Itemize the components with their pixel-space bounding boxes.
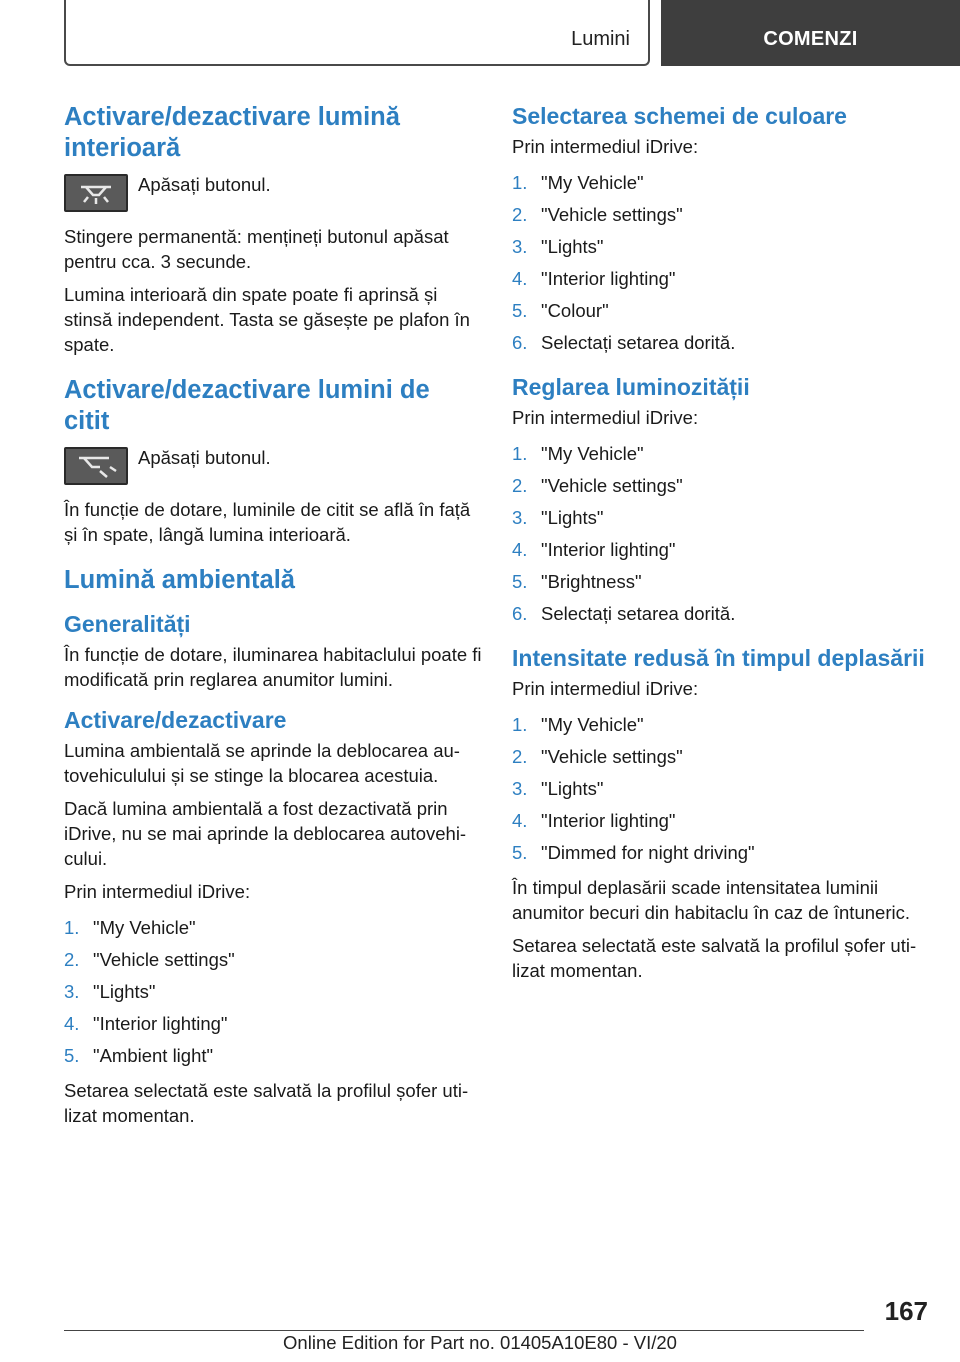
list-item: 6. Selectați setarea dorită. (512, 603, 736, 624)
list-item: 5. "Dimmed for night driving" (512, 842, 755, 863)
paragraph: Prin intermediul iDrive: (64, 881, 251, 902)
paragraph: Lumina interioară din spate poate fi aprinsă și stinsă independent. Tasta se găsește pe plafon în spate. (64, 284, 470, 355)
paragraph: Setarea selectată este salvată la profilul șofer uti-lizat momentan. (512, 935, 917, 981)
paragraph: În funcție de dotare, luminile de citit se află în față și în spate, lângă lumina interioară. (64, 499, 471, 545)
list-item: 4. "Interior lighting" (512, 539, 676, 560)
list-item: 5. "Colour" (512, 300, 609, 321)
brightness-steps-list (512, 438, 932, 630)
paragraph: Prin intermediul iDrive: (512, 678, 699, 699)
list-item: 3. "Lights" (512, 236, 604, 257)
list-item: 1. "My Vehicle" (64, 917, 196, 938)
right-column (512, 102, 932, 991)
header-section-title: Lumini (571, 28, 630, 50)
left-column (64, 102, 482, 1136)
list-item: 1. "My Vehicle" (512, 172, 644, 193)
paragraph: Prin intermediul iDrive: (512, 136, 699, 157)
heading-brightness: Reglarea luminozității (512, 374, 750, 400)
heading-ambient-light: Lumină ambientală (64, 566, 295, 594)
list-item: 4. "Interior lighting" (512, 268, 676, 289)
list-item: 1. "My Vehicle" (512, 714, 644, 735)
list-item: 5. "Brightness" (512, 571, 642, 592)
list-item: 3. "Lights" (64, 981, 156, 1002)
paragraph: Dacă lumina ambientală a fost dezactivată prin iDrive, nu se mai aprinde la deblocarea autovehi-cului. (64, 798, 467, 869)
paragraph: Stingere permanentă: mențineți butonul apăsat pentru cca. 3 secunde. (64, 226, 449, 272)
list-item: 2. "Vehicle settings" (512, 204, 683, 225)
page-number: 167 (884, 1296, 928, 1326)
ambient-steps-list (64, 912, 482, 1072)
header-section-tab (64, 0, 650, 66)
list-item: 3. "Lights" (512, 778, 604, 799)
interior-light-button-icon (64, 174, 128, 212)
list-item: 2. "Vehicle settings" (512, 475, 683, 496)
paragraph: Prin intermediul iDrive: (512, 407, 699, 428)
list-item: 2. "Vehicle settings" (512, 746, 683, 767)
heading-on-off: Activare/dezactivare (64, 707, 287, 733)
list-item: 6. Selectați setarea dorită. (512, 332, 736, 353)
press-button-text: Apăsați butonul. (138, 447, 271, 468)
list-item: 2. "Vehicle settings" (64, 949, 235, 970)
press-button-text: Apăsați butonul. (138, 174, 271, 195)
list-item: 4. "Interior lighting" (64, 1013, 228, 1034)
header-chapter-tab (661, 0, 960, 66)
list-item: 4. "Interior lighting" (512, 810, 676, 831)
footer-edition: Online Edition for Part no. 01405A10E80 - VI/20 (283, 1332, 677, 1353)
paragraph: Lumina ambientală se aprinde la deblocarea au-tovehiculului și se stinge la blocarea acestuia. (64, 740, 460, 786)
dimmed-steps-list (512, 709, 932, 869)
footer-divider (64, 1330, 864, 1331)
reading-light-button-icon (64, 447, 128, 485)
interior-light-button-row (64, 174, 482, 212)
reading-light-button-row (64, 447, 482, 485)
list-item: 3. "Lights" (512, 507, 604, 528)
heading-dimmed-driving: Intensitate redusă în timpul deplasării (512, 645, 925, 671)
heading-reading-lights: Activare/dezactivare lumini de citit (64, 376, 430, 435)
paragraph: În funcție de dotare, iluminarea habitaclului poate fi modificată prin reglarea anumitor lumini. (64, 644, 482, 690)
header-chapter-title: COMENZI (763, 28, 858, 50)
list-item: 5. "Ambient light" (64, 1045, 214, 1066)
colour-steps-list (512, 167, 932, 359)
heading-general: Generalități (64, 611, 191, 637)
paragraph: Setarea selectată este salvată la profilul șofer uti-lizat momentan. (64, 1080, 469, 1126)
list-item: 1. "My Vehicle" (512, 443, 644, 464)
heading-colour-scheme: Selectarea schemei de culoare (512, 103, 847, 129)
paragraph: În timpul deplasării scade intensitatea luminii anumitor becuri din habitaclu în caz de întuneric. (512, 877, 910, 923)
heading-interior-light: Activare/dezactivare lumină interioară (64, 103, 400, 162)
